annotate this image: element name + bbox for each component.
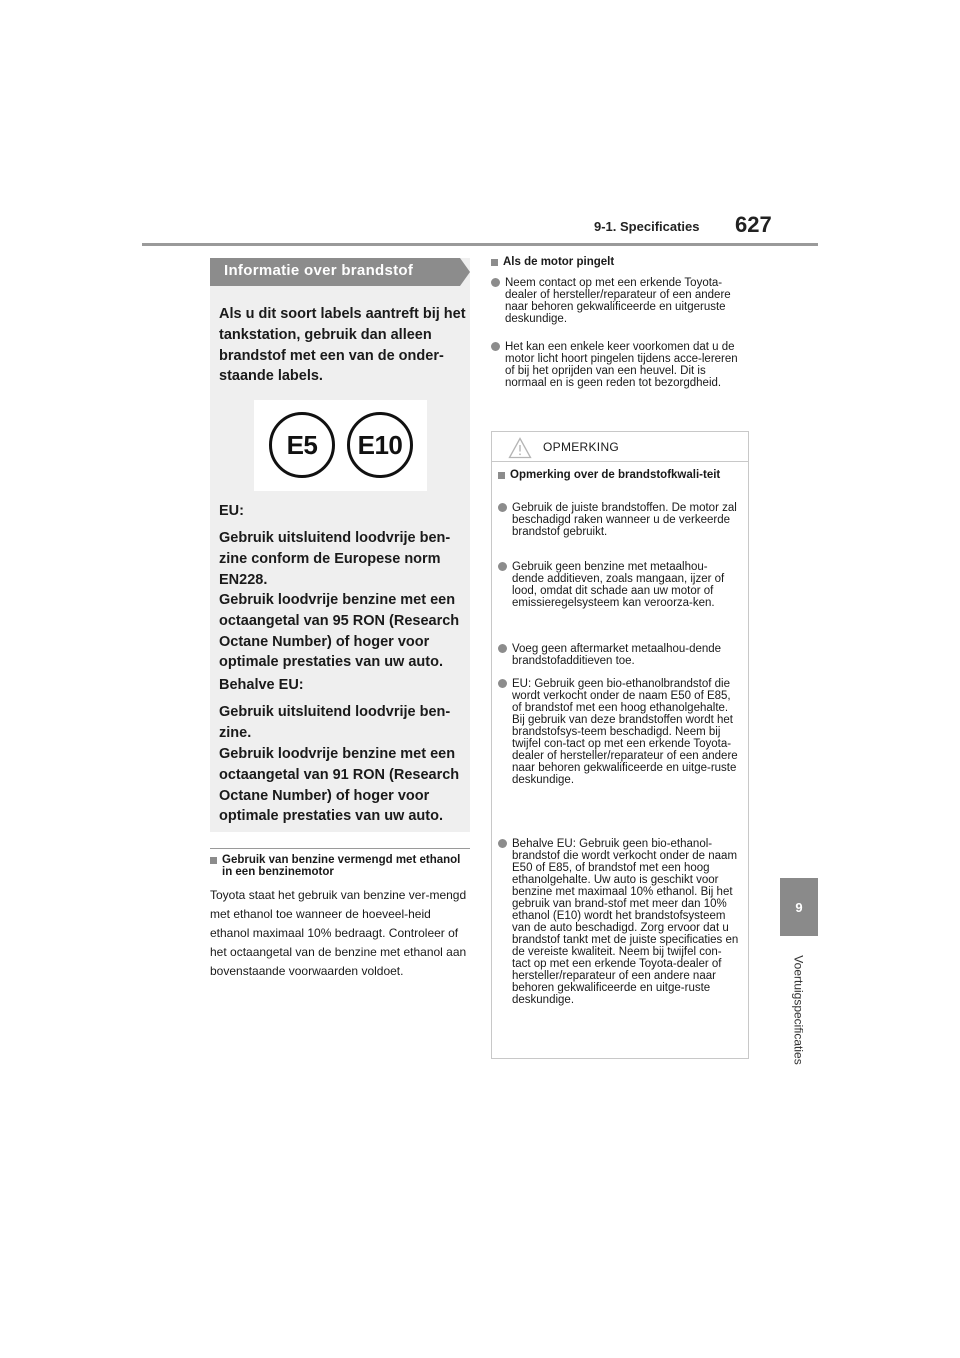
- warning-triangle-icon: [508, 437, 532, 459]
- fuel-label-e5-icon: E5: [269, 412, 335, 478]
- fuel-info-intro: Als u dit soort labels aantreft bij het tankstation, gebruik dan alleen brandstof met een van de onder-staande labels.: [219, 306, 466, 385]
- square-bullet-icon: [210, 857, 217, 864]
- non-eu-text-unleaded: Gebruik uitsluitend loodvrije ben-zine.: [219, 704, 451, 741]
- bullet-dot-icon: [498, 679, 507, 688]
- header-divider: [142, 243, 818, 246]
- chapter-label: Voertuigspecificaties: [792, 955, 806, 1065]
- section-divider: [210, 848, 470, 849]
- fuel-info-box: [210, 258, 470, 832]
- bullet-dot-icon: [498, 644, 507, 653]
- fuel-label-e10-icon: E10: [347, 412, 413, 478]
- chapter-label-container: [780, 944, 818, 1076]
- page-number: 627: [735, 212, 772, 237]
- square-bullet-icon: [491, 259, 498, 266]
- section-title: 9-1. Specificaties: [594, 219, 700, 234]
- notice-title: OPMERKING: [543, 440, 620, 454]
- eu-text-unleaded: Gebruik uitsluitend loodvrije ben-zine conform de Europese norm EN228.: [219, 530, 451, 588]
- eu-text-octane: Gebruik loodvrije benzine met een octaangetal van 95 RON (Research Octane Number) of hoger voor optimale prestaties van uw auto.: [219, 592, 460, 671]
- notice-header-divider: [492, 461, 748, 462]
- non-eu-heading: Behalve EU:: [219, 677, 304, 693]
- square-bullet-icon: [498, 472, 505, 479]
- fuel-label-panel: [254, 400, 427, 491]
- bullet-dot-icon: [491, 278, 500, 287]
- ethanol-body: Toyota staat het gebruik van benzine ver-mengd met ethanol toe wanneer de hoeveel-heid ethanol maximaal 10% bedraagt. Controleer of het octaangetal van de benzine met ethanol aan bovenstaande voorwaarden voldoet.: [210, 888, 467, 978]
- non-eu-text-octane: Gebruik loodvrije benzine met een octaangetal van 91 RON (Research Octane Number) of hoger voor optimale prestaties van uw auto.: [219, 746, 460, 825]
- chapter-tab: 9: [780, 878, 818, 936]
- bullet-dot-icon: [498, 839, 507, 848]
- bullet-dot-icon: [498, 562, 507, 571]
- notice-box: OPMERKING Opmerking over de brandstofkwali-teit Gebruik de juiste brandstoffen. De motor zal beschadigd raken wanneer u de verkeerde brandstof gebruikt. Gebruik geen benzine met metaalhou-dende additieven, zoals mangaan, ijzer of lood, omdat dit schade aan uw motor of emissieregelsysteem kan veroorza-ken. Voeg geen aftermarket metaalhou-dende brandstofadditieven toe. EU: Gebruik geen bio-ethanolbrandstof die wordt verkocht onder de naam E50 of E85, of brandstof met een hoog ethanolgehalte. Bij gebruik van deze brandstoffen wordt het brandstofsys-teem beschadigd. Neem bij twijfel con-tact op met een erkende Toyota-dealer of hersteller/reparateur of een andere naar behoren gekwalificeerde en uitge-ruste deskundige. Behalve EU: Gebruik geen bio-ethanol-brandstof die wordt verkocht onder de naam E50 of E85, of brandstof met een hoog ethanolgehalte. Uw auto is geschikt voor benzine met maximaal 10% ethanol. Bij het gebruik van brand-stof met meer dan 10% ethanol (E10) wordt het brandstofsysteem van de auto beschadigd. Zorg ervoor dat u brandstof tankt met de juiste specificaties en de vereiste kwaliteit. Neem bij twijfel con-tact op met een erkende Toyota-dealer of hersteller/reparateur of een andere naar behoren gekwalificeerde en uitge-ruste deskundige.: [491, 431, 749, 1059]
- bullet-dot-icon: [491, 342, 500, 351]
- bullet-dot-icon: [498, 503, 507, 512]
- fuel-info-title: Informatie over brandstof: [224, 262, 414, 279]
- eu-heading: EU:: [219, 503, 244, 519]
